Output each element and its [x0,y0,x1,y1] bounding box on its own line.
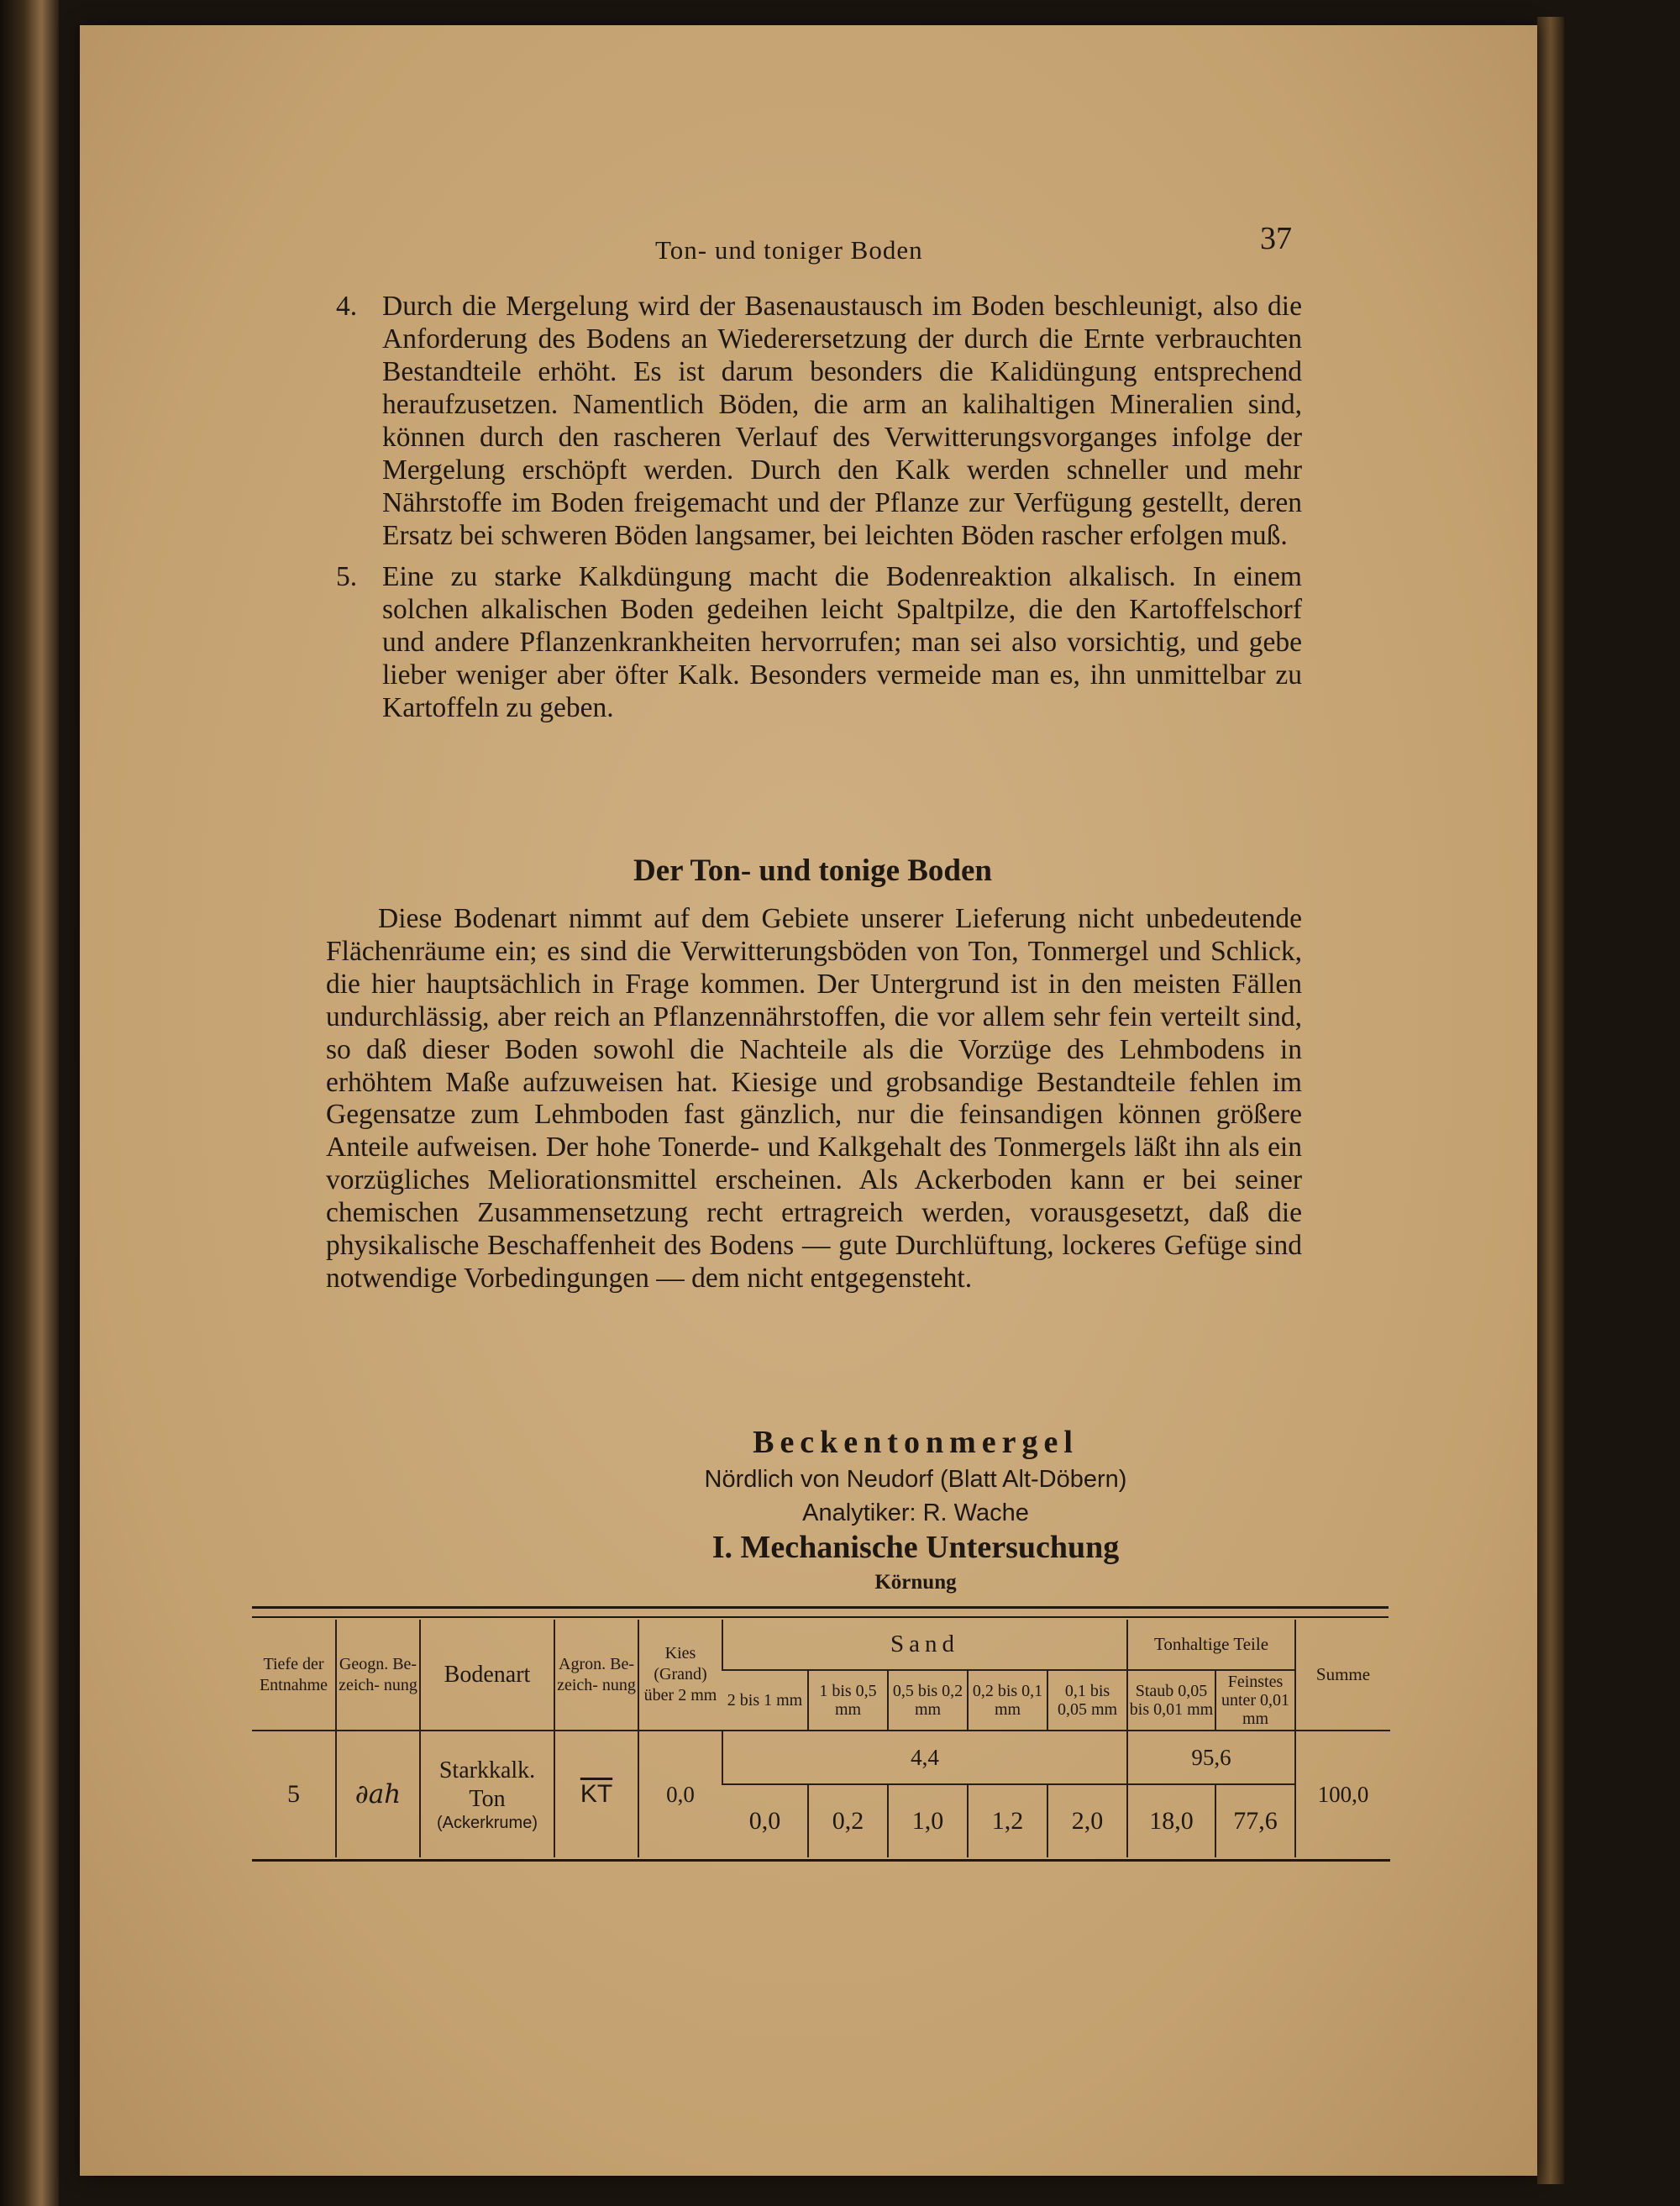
page-edge [1537,17,1564,2184]
cell-sand-total: 4,4 [722,1731,1127,1784]
header-tiefe: Tiefe der Entnahme [259,1654,328,1694]
list-item [336,560,1302,724]
table-top-rule [252,1606,1389,1618]
header-sand-col: 1 bis 0,5 mm [808,1670,888,1731]
list-item-number: 5. [336,561,358,592]
list-item-text: Eine zu starke Kalkdüngung macht die Bodenreaktion alkalisch. In einem solchen alkalischen Boden gedeihen leicht Spaltpilze, die den Kartoffelschorf und andere Pflanzenkrankheiten hervorrufen; man sei also vorsichtig, und gebe lieber weniger aber öfter Kalk. Besonders vermeide man es, ihn unmittelbar zu Kartoffeln zu geben. [382,561,1302,723]
cell-sand-value: 2,0 [1047,1784,1127,1857]
cell-sand-value: 1,2 [968,1784,1047,1857]
header-geogn: Geogn. Be- zeich- nung [336,1620,420,1731]
list-item-number: 4. [336,291,358,322]
numbered-list [336,290,1302,733]
header-summe: Summe [1295,1620,1390,1731]
agron-symbol: $\overline{KT}$ [580,1780,613,1808]
mechanical-heading: I. Mechanische Untersuchung [711,1530,1120,1565]
header-kies: Kies (Grand) über 2 mm [638,1620,722,1731]
grain-size-table [252,1620,1390,1857]
header-sand-col: 2 bis 1 mm [722,1670,808,1731]
analysis-title: Beckentonmergel [753,1425,1079,1460]
list-item [336,290,1302,552]
section-heading: Der Ton- und tonige Boden [633,854,992,888]
analysis-location: Nördlich von Neudorf (Blatt Alt-Döbern) [704,1466,1127,1493]
header-sand-col: 0,5 bis 0,2 mm [888,1670,968,1731]
cell-sand-value: 0,0 [722,1784,808,1857]
cell-geogn: ∂ah [336,1731,420,1857]
cell-sand-value: 0,2 [808,1784,888,1857]
cell-kies: 0,0 [638,1731,722,1857]
header-ton: Tonhaltige Teile [1127,1620,1295,1670]
bodenart-note: (Ackerkrume) [436,1813,538,1832]
cell-bodenart [420,1731,554,1857]
list-item-text: Durch die Mergelung wird der Basenaustausch im Boden beschleunigt, also die Anforderung des Bodens an Wiederersetzung der durch die Ernte verbrauchten Bestandteile erhöht. Es ist darum besonders die Kalidüngung entsprechend heraufzusetzen. Namentlich Böden, die arm an kalihaltigen Mineralien sind, können durch den rascheren Verlauf des Verwitterungsvorganges infolge der Mergelung erschöpft werden. Durch den Kalk werden schneller und mehr Nährstoffe im Boden freigemacht und der Pflanze zur Verfügung gestellt, deren Ersatz bei schweren Böden langsamer, bei leichten Böden rascher erfolgen muß. [382,291,1302,551]
header-ton-col: Staub 0,05 bis 0,01 mm [1127,1670,1215,1731]
cell-agron [554,1731,638,1857]
header-sand-col: 0,2 bis 0,1 mm [968,1670,1047,1731]
header-agron: Agron. Be- zeich- nung [554,1620,638,1731]
header-bodenart: Bodenart [420,1620,554,1731]
page-number: 37 [1260,221,1292,256]
cell-ton-value: 18,0 [1127,1784,1215,1857]
analysis-analyst: Analytiker: R. Wache [802,1500,1029,1526]
bodenart-main: Starkkalk. Ton [438,1757,536,1812]
cell-tiefe: 5 [252,1731,336,1857]
cell-summe: 100,0 [1295,1731,1390,1857]
section-paragraph: Diese Bodenart nimmt auf dem Gebiete unserer Lieferung nicht unbedeutende Flächenräume ein; es sind die Verwitterungsböden von Ton, Tonmergel und Schlick, die hier hauptsächlich in Frage kommen. Der Untergrund ist in den meisten Fällen undurchlässig, aber reich an Pflanzennährstoffen, die vor allem sehr fein verteilt sind, so daß dieser Boden sowohl die Nachteile als die Vorzüge des Lehmbodens in erhöhtem Maße aufzuweisen hat. Kiesige und grobsandige Bestandteile fehlen im Gegensatze zum Lehmboden fast gänzlich, nur die feinsandigen können größere Anteile aufweisen. Der hohe Tonerde- und Kalkgehalt des Tonmergels läßt ihn als ein vorzügliches Meliorationsmittel erscheinen. Als Ackerboden kann er bei seiner chemischen Zusammensetzung recht ertragreich werden, vorausgesetzt, daß die physikalische Beschaffenheit des Bodens — gute Durchlüftung, lockeres Gefüge sind notwendige Vorbedingungen — dem nicht entgegensteht. [326,903,1302,1294]
header-sand-col: 0,1 bis 0,05 mm [1047,1670,1127,1731]
grain-size-heading: Körnung [874,1571,957,1594]
header-ton-col: Feinstes unter 0,01 mm [1215,1670,1295,1731]
cell-sand-value: 1,0 [888,1784,968,1857]
table-bottom-rule [252,1859,1390,1862]
cell-ton-value: 77,6 [1215,1784,1295,1857]
header-sand: Sand [722,1620,1127,1670]
running-header: Ton- und toniger Boden [655,235,923,265]
cell-ton-total: 95,6 [1127,1731,1295,1784]
book-spine [0,0,59,2206]
